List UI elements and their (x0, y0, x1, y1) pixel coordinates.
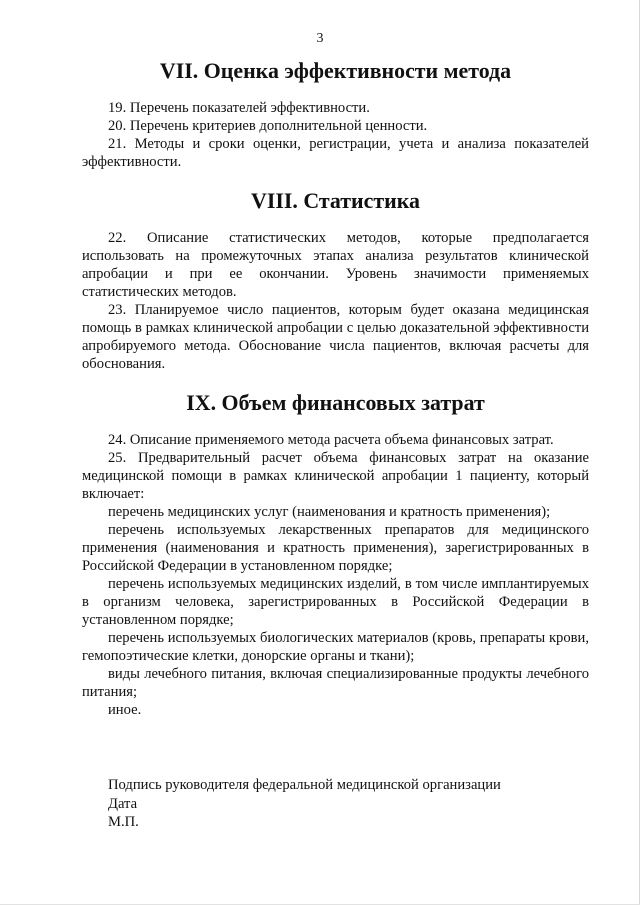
section-heading: IX. Объем финансовых затрат (186, 390, 485, 415)
signature-line: Подпись руководителя федеральной медицинской организации (108, 777, 501, 793)
list-item: перечень используемых медицинских изделий, в том числе имплантируемых в организм человека, зарегистрированных в Российской Федерации в установленном порядке; (82, 576, 589, 628)
list-item: иное. (108, 702, 142, 718)
paragraph: 24. Описание применяемого метода расчета объема финансовых затрат. (108, 432, 554, 448)
paragraph: 23. Планируемое число пациентов, которым будет оказана медицинская помощь в рамках клинической апробации с целью доказательной эффективности апробируемого метода. Обоснование числа пациентов, включая расчеты для обоснования. (82, 302, 589, 372)
date-label: Дата (108, 795, 138, 812)
section-statistics (82, 188, 589, 373)
page-number: 3 (316, 31, 324, 46)
paragraph: 22. Описание статистических методов, которые предполагается использовать на промежуточных этапах анализа результатов клинической апробации и при ее окончании. Уровень значимости применяемых статистических методов. (82, 230, 589, 300)
list-item: перечень используемых биологических материалов (кровь, препараты крови, гемопоэтические клетки, донорские органы и ткани); (82, 630, 589, 664)
paragraph: 19. Перечень показателей эффективности. (108, 100, 370, 116)
paragraph: 20. Перечень критериев дополнительной ценности. (108, 118, 428, 134)
section-heading: VIII. Статистика (251, 188, 420, 213)
section-financial-costs (82, 390, 589, 719)
section-heading: VII. Оценка эффективности метода (159, 58, 512, 83)
list-item: виды лечебного питания, включая специализированные продукты лечебного питания; (82, 666, 589, 700)
seal-label: М.П. (108, 814, 139, 830)
signature-block (82, 776, 589, 832)
list-item: перечень используемых лекарственных препаратов для медицинского применения (наименования и кратность применения), зарегистрированных в Российской Федерации в установленном порядке; (82, 522, 589, 574)
document-body (82, 58, 589, 832)
paragraph: 25. Предварительный расчет объема финансовых затрат на оказание медицинской помощи в рамках клинической апробации 1 пациенту, который включает: (82, 450, 589, 502)
paragraph: 21. Методы и сроки оценки, регистрации, учета и анализа показателей эффективности. (82, 136, 589, 170)
section-efficacy-evaluation (82, 58, 589, 171)
list-item: перечень медицинских услуг (наименования и кратность применения); (108, 504, 551, 520)
